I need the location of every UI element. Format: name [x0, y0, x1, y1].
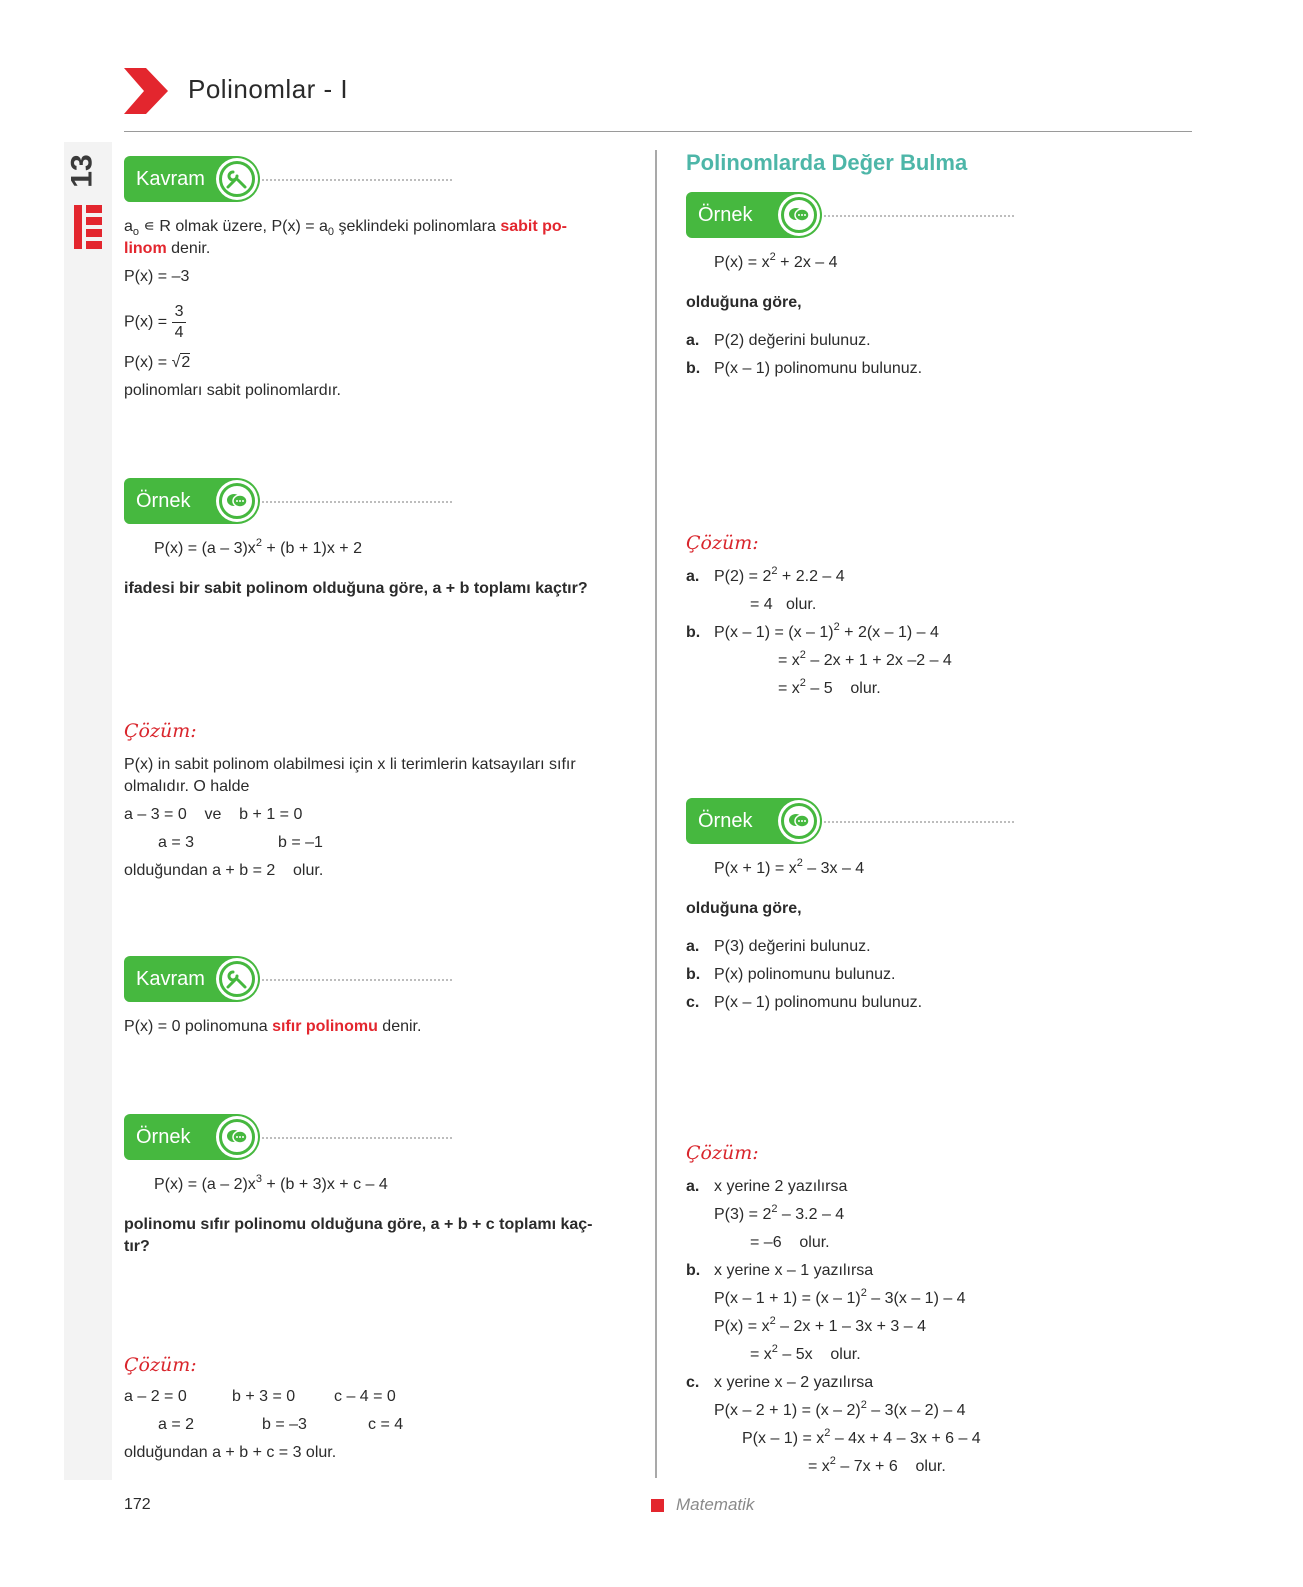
item-marker: a.: [686, 1178, 700, 1195]
item-marker: c.: [686, 1374, 700, 1391]
ornek4-solution-line: P(x – 2 + 1) = (x – 2)$^2$ – 3(x – 2) – 4: [714, 1399, 966, 1419]
item-marker: b.: [686, 360, 701, 377]
ornek3-equation: $P(x) = x^2 + 2x - 4$: [714, 251, 838, 271]
cozum-heading: Çözüm:: [124, 1354, 197, 1376]
cozum-heading: Çözüm:: [686, 1142, 759, 1164]
ornek-label: Örnek: [686, 192, 822, 238]
ornek4-solution-line: = –6 olur.: [750, 1234, 830, 1251]
ornek3-solution-line: $P(2) = 2^2 + 2.2 - 4$: [714, 565, 845, 585]
ornek3-solution-line: = $x^2 - 5$ olur.: [778, 677, 881, 697]
speech-bubbles-icon: [778, 800, 820, 842]
page-number: 172: [124, 1496, 151, 1513]
ornek3-solution-line: P(x – 1) = (x – 1)$^2$ + 2(x – 1) – 4: [714, 621, 939, 641]
ornek1-equation: $P(x) = (a - 3)x^2 + (b + 1)x + 2$: [154, 537, 362, 557]
ornek4-solution-line: $P(x) = x^2 - 2x + 1 - 3x + 3 - 4$: [714, 1315, 927, 1335]
item-marker: b.: [686, 624, 701, 641]
speech-bubbles-icon: [216, 480, 258, 522]
section-title: Polinomlarda Değer Bulma: [686, 150, 968, 175]
ornek-label: Örnek: [686, 798, 822, 844]
ornek4-question-b: P(x) polinomunu bulunuz.: [714, 966, 896, 983]
ornek3-solution-line: = 4 olur.: [750, 596, 817, 613]
header-divider: [124, 131, 1192, 132]
ornek2-solution-line: b = –3: [262, 1416, 307, 1433]
ornek2-solution-line: olduğundan a + b + c = 3 olur.: [124, 1444, 337, 1461]
ornek1-solution-line: olmalıdır. O halde: [124, 778, 250, 795]
footer-subject: Matematik: [676, 1495, 755, 1514]
ornek2-question: tır?: [124, 1238, 150, 1255]
tools-icon: [216, 958, 258, 1000]
item-marker: b.: [686, 1262, 701, 1279]
side-strip: [64, 142, 112, 1480]
example-constant-1: P(x) = –3: [124, 268, 190, 285]
column-divider: [655, 150, 657, 1478]
ornek3-solution-line: = $x^2 - 2x + 1 + 2x$ –2 – 4: [778, 649, 952, 669]
cozum-heading: Çözüm:: [686, 532, 759, 554]
ornek1-solution-line: P(x) in sabit polinom olabilmesi için x li terimlerin katsayıları sıfır: [124, 756, 576, 773]
square-bullet-icon: [651, 1499, 664, 1512]
example-constant-3: P(x) = √2: [124, 354, 191, 371]
dotted-leader: [262, 1137, 452, 1139]
ornek4-equation: $P(x + 1) = x^2 - 3x - 4$: [714, 857, 865, 877]
item-marker: c.: [686, 994, 700, 1011]
ornek2-solution-line: a – 2 = 0: [124, 1388, 187, 1405]
item-marker: b.: [686, 966, 701, 983]
page-title: Polinomlar - I: [188, 74, 349, 104]
chevron-right-icon: [124, 68, 168, 114]
tools-icon: [216, 158, 258, 200]
ornek2-question: polinomu sıfır polinomu olduğuna göre, a + b + c toplamı kaç-: [124, 1216, 593, 1233]
dotted-leader: [262, 501, 452, 503]
kavram1-line2: linom denir.: [124, 240, 211, 257]
ornek1-solution-line: b = –1: [278, 834, 323, 851]
kavram1-line1: $a_o$ ∊ R olmak üzere, $P(x) = a_0$ şeklindeki polinomlara sabit po-: [124, 218, 568, 238]
ornek4-solution-line: = $x^2 - 7x + 6$ olur.: [808, 1455, 946, 1475]
ornek1-solution-line: a – 3 = 0 ve b + 1 = 0: [124, 806, 303, 823]
ornek2-equation: $P(x) = (a - 2)x^3 + (b + 3)x + c - 4$: [154, 1173, 388, 1193]
ornek4-solution-line: x yerine x – 2 yazılırsa: [714, 1374, 874, 1391]
item-marker: a.: [686, 332, 700, 349]
kavram1-outro: polinomları sabit polinomlardır.: [124, 382, 341, 399]
item-marker: a.: [686, 568, 700, 585]
ornek4-solution-line: $P(x - 1) = x^2 - 4x + 4 - 3x + 6 - 4$: [742, 1427, 981, 1447]
dotted-leader: [824, 821, 1014, 823]
dotted-leader: [262, 179, 452, 181]
ornek2-solution-line: b + 3 = 0: [232, 1388, 296, 1405]
ornek2-solution-line: a = 2: [158, 1416, 195, 1433]
ornek4-solution-line: $P(3) = 2^2 - 3.2 - 4$: [714, 1203, 845, 1223]
ornek1-question: ifadesi bir sabit polinom olduğuna göre, a + b toplamı kaçtır?: [124, 580, 588, 597]
ornek1-solution-line: olduğundan a + b = 2 olur.: [124, 862, 324, 879]
ornek4-solution-line: P(x – 1 + 1) = (x – 1)$^2$ – 3(x – 1) – 4: [714, 1287, 966, 1307]
ornek3-question-b: P(x – 1) polinomunu bulunuz.: [714, 360, 923, 377]
ornek3-question-a: P(2) değerini bulunuz.: [714, 332, 871, 349]
speech-bubbles-icon: [216, 1116, 258, 1158]
chapter-number: 13: [65, 154, 99, 188]
dotted-leader: [262, 979, 452, 981]
ornek4-question-c: P(x – 1) polinomunu bulunuz.: [714, 994, 923, 1011]
kavram-label: Kavram: [124, 156, 260, 202]
ornek4-given: olduğuna göre,: [686, 900, 802, 917]
example-constant-2: P(x) = $\frac{3}{4}$: [124, 302, 186, 343]
ornek-label: Örnek: [124, 1114, 260, 1160]
ornek-label: Örnek: [124, 478, 260, 524]
kavram2-text: P(x) = 0 polinomuna sıfır polinomu denir.: [124, 1018, 422, 1035]
ornek4-solution-line: x yerine x – 1 yazılırsa: [714, 1262, 874, 1279]
ornek1-solution-line: a = 3: [158, 834, 195, 851]
item-marker: a.: [686, 938, 700, 955]
publisher-logo-icon: [72, 203, 104, 251]
speech-bubbles-icon: [778, 194, 820, 236]
ornek3-given: olduğuna göre,: [686, 294, 802, 311]
ornek4-solution-line: x yerine 2 yazılırsa: [714, 1178, 848, 1195]
ornek4-solution-line: = $x^2 - 5x$ olur.: [750, 1343, 861, 1363]
cozum-heading: Çözüm:: [124, 720, 197, 742]
ornek2-solution-line: c – 4 = 0: [334, 1388, 396, 1405]
kavram-label: Kavram: [124, 956, 260, 1002]
dotted-leader: [824, 215, 1014, 217]
ornek2-solution-line: c = 4: [368, 1416, 404, 1433]
ornek4-question-a: P(3) değerini bulunuz.: [714, 938, 871, 955]
